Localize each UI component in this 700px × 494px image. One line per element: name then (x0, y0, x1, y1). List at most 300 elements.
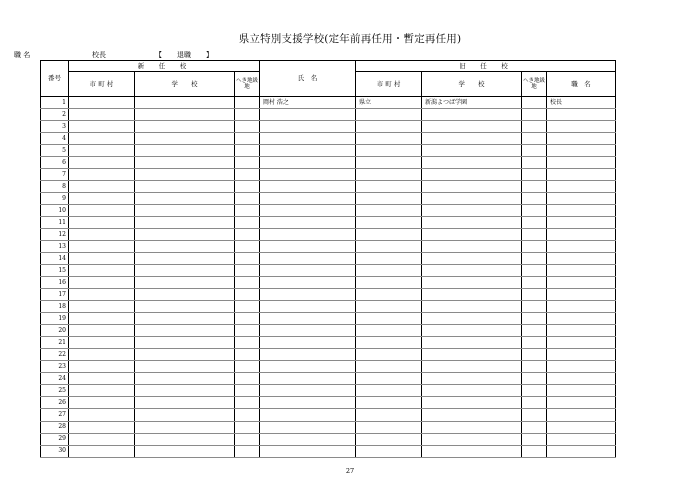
new-remote-cell (235, 313, 260, 325)
row-number: 30 (41, 445, 69, 457)
category-value: 退職 (177, 51, 191, 59)
number-header: 番号 (41, 61, 69, 97)
position-label: 職 名 (14, 51, 31, 59)
old-remote-cell (522, 433, 547, 445)
table-row (41, 253, 616, 265)
new-city-cell (69, 361, 135, 373)
old-remote-cell (522, 109, 547, 121)
name-cell (260, 289, 356, 301)
old-school-cell (422, 433, 522, 445)
old-city-cell (356, 145, 422, 157)
name-cell (260, 229, 356, 241)
new-city-cell (69, 205, 135, 217)
old-school-cell (422, 109, 522, 121)
table-row (41, 121, 616, 133)
position-cell (547, 145, 616, 157)
old-city-cell (356, 265, 422, 277)
new-city-cell (69, 409, 135, 421)
new-city-cell (69, 397, 135, 409)
position-value: 校長 (92, 51, 106, 59)
old-remote-header: へき地級地 (522, 71, 547, 96)
old-school-cell (422, 265, 522, 277)
new-school-cell (135, 397, 235, 409)
old-school-cell (422, 361, 522, 373)
name-cell (260, 337, 356, 349)
table-row (41, 229, 616, 241)
row-number: 23 (41, 361, 69, 373)
new-city-cell (69, 181, 135, 193)
position-cell (547, 169, 616, 181)
position-cell (547, 301, 616, 313)
old-city-cell (356, 433, 422, 445)
name-cell (260, 397, 356, 409)
new-city-cell (69, 433, 135, 445)
name-cell (260, 217, 356, 229)
new-city-cell (69, 157, 135, 169)
position-cell (547, 229, 616, 241)
row-number: 18 (41, 301, 69, 313)
new-remote-cell (235, 229, 260, 241)
name-cell (260, 445, 356, 457)
old-city-cell (356, 241, 422, 253)
table-row (41, 421, 616, 433)
old-school-header: 旧 任 校 (356, 61, 616, 72)
new-school-cell (135, 181, 235, 193)
old-remote-cell (522, 169, 547, 181)
new-remote-cell (235, 145, 260, 157)
new-school-cell (135, 337, 235, 349)
old-city-cell (356, 421, 422, 433)
table-row (41, 265, 616, 277)
old-city-cell: 県立 (356, 97, 422, 109)
new-remote-cell (235, 193, 260, 205)
name-cell (260, 277, 356, 289)
name-cell (260, 373, 356, 385)
name-cell (260, 385, 356, 397)
name-cell (260, 409, 356, 421)
new-school-cell (135, 445, 235, 457)
table-row (41, 385, 616, 397)
old-school-cell (422, 385, 522, 397)
old-school-cell (422, 313, 522, 325)
new-school-cell (135, 205, 235, 217)
position-cell (547, 121, 616, 133)
row-number: 13 (41, 241, 69, 253)
old-remote-cell (522, 205, 547, 217)
position-cell (547, 349, 616, 361)
new-remote-cell (235, 421, 260, 433)
old-school-cell (422, 277, 522, 289)
position-cell (547, 157, 616, 169)
old-school-cell (422, 409, 522, 421)
new-school-cell (135, 373, 235, 385)
old-school-cell (422, 253, 522, 265)
new-remote-cell (235, 205, 260, 217)
table-row (41, 277, 616, 289)
new-city-cell (69, 253, 135, 265)
row-number: 5 (41, 145, 69, 157)
position-cell (547, 421, 616, 433)
table-row (41, 289, 616, 301)
new-school-cell (135, 361, 235, 373)
position-cell (547, 277, 616, 289)
table-row (41, 397, 616, 409)
name-cell (260, 169, 356, 181)
header-group-row (41, 61, 616, 72)
name-cell (260, 265, 356, 277)
new-remote-cell (235, 361, 260, 373)
row-number: 17 (41, 289, 69, 301)
old-remote-cell (522, 361, 547, 373)
position-cell (547, 409, 616, 421)
position-cell (547, 109, 616, 121)
new-school-cell (135, 385, 235, 397)
name-cell (260, 109, 356, 121)
new-school-cell (135, 301, 235, 313)
new-city-cell (69, 301, 135, 313)
row-number: 6 (41, 157, 69, 169)
old-city-cell (356, 193, 422, 205)
transfer-table (40, 60, 616, 458)
position-cell (547, 289, 616, 301)
new-school-cell (135, 265, 235, 277)
table-row (41, 217, 616, 229)
old-city-cell (356, 445, 422, 457)
new-city-cell (69, 385, 135, 397)
new-city-cell (69, 313, 135, 325)
new-school-cell (135, 253, 235, 265)
old-school-cell (422, 289, 522, 301)
position-cell (547, 397, 616, 409)
old-city-header: 市 町 村 (356, 71, 422, 96)
old-city-cell (356, 325, 422, 337)
new-remote-cell (235, 265, 260, 277)
old-city-cell (356, 349, 422, 361)
row-number: 4 (41, 133, 69, 145)
new-city-cell (69, 373, 135, 385)
position-cell (547, 445, 616, 457)
row-number: 19 (41, 313, 69, 325)
position-header: 職 名 (547, 71, 616, 96)
new-remote-cell (235, 349, 260, 361)
row-number: 28 (41, 421, 69, 433)
new-remote-cell (235, 409, 260, 421)
row-number: 8 (41, 181, 69, 193)
table-row (41, 241, 616, 253)
new-school-cell (135, 229, 235, 241)
old-city-cell (356, 181, 422, 193)
old-school-cell (422, 397, 522, 409)
old-school-cell (422, 337, 522, 349)
old-remote-cell (522, 97, 547, 109)
document-title: 県立特別支援学校(定年前再任用・暫定再任用) (238, 33, 462, 45)
table-row (41, 409, 616, 421)
old-city-cell (356, 157, 422, 169)
old-school-cell (422, 217, 522, 229)
table-row (41, 361, 616, 373)
new-remote-cell (235, 325, 260, 337)
new-city-cell (69, 133, 135, 145)
new-city-cell (69, 349, 135, 361)
old-remote-cell (522, 265, 547, 277)
table-row (41, 109, 616, 121)
name-cell (260, 301, 356, 313)
new-remote-cell (235, 169, 260, 181)
new-remote-cell (235, 301, 260, 313)
old-school-cell (422, 349, 522, 361)
new-school-cell (135, 349, 235, 361)
old-remote-cell (522, 373, 547, 385)
old-school-cell (422, 169, 522, 181)
table-row (41, 325, 616, 337)
old-school-cell (422, 421, 522, 433)
name-cell (260, 421, 356, 433)
old-remote-cell (522, 313, 547, 325)
name-cell (260, 193, 356, 205)
table-row (41, 433, 616, 445)
row-number: 12 (41, 229, 69, 241)
old-city-cell (356, 313, 422, 325)
name-cell (260, 121, 356, 133)
name-cell (260, 157, 356, 169)
old-city-cell (356, 301, 422, 313)
old-city-cell (356, 217, 422, 229)
old-remote-cell (522, 217, 547, 229)
new-city-cell (69, 337, 135, 349)
new-remote-cell (235, 133, 260, 145)
name-cell (260, 181, 356, 193)
old-remote-cell (522, 301, 547, 313)
table-row (41, 349, 616, 361)
new-city-cell (69, 421, 135, 433)
position-cell (547, 325, 616, 337)
name-cell (260, 313, 356, 325)
table-row (41, 301, 616, 313)
new-city-cell (69, 277, 135, 289)
new-city-cell (69, 193, 135, 205)
new-school-cell (135, 277, 235, 289)
new-school-cell (135, 169, 235, 181)
old-city-cell (356, 385, 422, 397)
old-school-cell (422, 229, 522, 241)
row-number: 29 (41, 433, 69, 445)
table-row (41, 145, 616, 157)
old-city-cell (356, 277, 422, 289)
new-remote-cell (235, 217, 260, 229)
old-remote-cell (522, 181, 547, 193)
old-remote-cell (522, 445, 547, 457)
new-remote-cell (235, 157, 260, 169)
new-city-header: 市 町 村 (69, 71, 135, 96)
position-cell (547, 133, 616, 145)
name-cell (260, 361, 356, 373)
position-cell (547, 193, 616, 205)
old-city-cell (356, 361, 422, 373)
new-city-cell (69, 325, 135, 337)
new-city-cell (69, 145, 135, 157)
position-cell (547, 217, 616, 229)
row-number: 24 (41, 373, 69, 385)
position-cell (547, 253, 616, 265)
old-school-cell (422, 193, 522, 205)
old-remote-cell (522, 133, 547, 145)
new-city-cell (69, 109, 135, 121)
old-city-cell (356, 109, 422, 121)
new-city-cell (69, 97, 135, 109)
position-cell (547, 433, 616, 445)
old-city-cell (356, 121, 422, 133)
table-row (41, 445, 616, 457)
position-cell (547, 181, 616, 193)
old-remote-cell (522, 385, 547, 397)
old-city-cell (356, 373, 422, 385)
new-school-cell (135, 157, 235, 169)
row-number: 9 (41, 193, 69, 205)
new-school-col-header: 学 校 (135, 71, 235, 96)
old-city-cell (356, 169, 422, 181)
old-city-cell (356, 289, 422, 301)
old-remote-cell (522, 145, 547, 157)
new-school-cell (135, 109, 235, 121)
old-remote-cell (522, 241, 547, 253)
position-cell (547, 241, 616, 253)
new-remote-cell (235, 289, 260, 301)
old-city-cell (356, 205, 422, 217)
page-number: 27 (345, 467, 355, 475)
old-school-cell (422, 205, 522, 217)
new-school-cell (135, 433, 235, 445)
row-number: 16 (41, 277, 69, 289)
row-number: 1 (41, 97, 69, 109)
old-remote-cell (522, 277, 547, 289)
row-number: 14 (41, 253, 69, 265)
new-school-cell (135, 145, 235, 157)
new-remote-cell (235, 97, 260, 109)
new-remote-cell (235, 397, 260, 409)
new-city-cell (69, 217, 135, 229)
new-remote-cell (235, 445, 260, 457)
new-school-cell (135, 97, 235, 109)
new-city-cell (69, 445, 135, 457)
table-row (41, 133, 616, 145)
name-cell (260, 241, 356, 253)
position-cell (547, 361, 616, 373)
old-remote-cell (522, 253, 547, 265)
old-remote-cell (522, 193, 547, 205)
new-remote-cell (235, 385, 260, 397)
old-school-cell (422, 301, 522, 313)
new-city-cell (69, 241, 135, 253)
row-number: 25 (41, 385, 69, 397)
old-remote-cell (522, 325, 547, 337)
old-remote-cell (522, 349, 547, 361)
table-row (41, 181, 616, 193)
name-cell (260, 145, 356, 157)
new-school-cell (135, 241, 235, 253)
new-city-cell (69, 289, 135, 301)
old-city-cell (356, 229, 422, 241)
name-cell: 岡村 浩之 (260, 97, 356, 109)
old-school-cell (422, 157, 522, 169)
name-cell (260, 133, 356, 145)
old-remote-cell (522, 157, 547, 169)
old-school-cell (422, 133, 522, 145)
table-row (41, 169, 616, 181)
table-row (41, 193, 616, 205)
old-remote-cell (522, 121, 547, 133)
table-row (41, 313, 616, 325)
position-cell (547, 373, 616, 385)
row-number: 21 (41, 337, 69, 349)
new-school-cell (135, 325, 235, 337)
new-remote-cell (235, 373, 260, 385)
new-school-cell (135, 313, 235, 325)
new-remote-cell (235, 253, 260, 265)
old-remote-cell (522, 289, 547, 301)
old-school-cell (422, 241, 522, 253)
position-cell (547, 337, 616, 349)
row-number: 2 (41, 109, 69, 121)
old-school-cell (422, 145, 522, 157)
old-remote-cell (522, 397, 547, 409)
old-city-cell (356, 133, 422, 145)
new-school-cell (135, 409, 235, 421)
name-cell (260, 205, 356, 217)
new-school-cell (135, 289, 235, 301)
old-city-cell (356, 397, 422, 409)
table-row (41, 373, 616, 385)
old-remote-cell (522, 337, 547, 349)
position-cell (547, 385, 616, 397)
old-school-col-header: 学 校 (422, 71, 522, 96)
row-number: 10 (41, 205, 69, 217)
table-row (41, 157, 616, 169)
old-school-cell (422, 445, 522, 457)
old-remote-cell (522, 409, 547, 421)
new-remote-cell (235, 433, 260, 445)
table-row (41, 337, 616, 349)
new-school-cell (135, 133, 235, 145)
new-city-cell (69, 169, 135, 181)
position-cell (547, 205, 616, 217)
new-school-cell (135, 421, 235, 433)
table-row (41, 97, 616, 109)
row-number: 22 (41, 349, 69, 361)
new-remote-cell (235, 337, 260, 349)
bracket-open: 【 (155, 51, 162, 59)
old-remote-cell (522, 421, 547, 433)
new-school-header: 新 任 校 (69, 61, 260, 72)
name-cell (260, 253, 356, 265)
new-city-cell (69, 229, 135, 241)
name-cell (260, 433, 356, 445)
new-remote-cell (235, 109, 260, 121)
new-remote-header: へき地級地 (235, 71, 260, 96)
new-remote-cell (235, 121, 260, 133)
old-school-cell (422, 325, 522, 337)
row-number: 7 (41, 169, 69, 181)
new-remote-cell (235, 181, 260, 193)
row-number: 20 (41, 325, 69, 337)
new-school-cell (135, 193, 235, 205)
row-number: 3 (41, 121, 69, 133)
row-number: 27 (41, 409, 69, 421)
row-number: 11 (41, 217, 69, 229)
old-school-cell (422, 373, 522, 385)
name-cell (260, 325, 356, 337)
old-school-cell (422, 121, 522, 133)
row-number: 15 (41, 265, 69, 277)
